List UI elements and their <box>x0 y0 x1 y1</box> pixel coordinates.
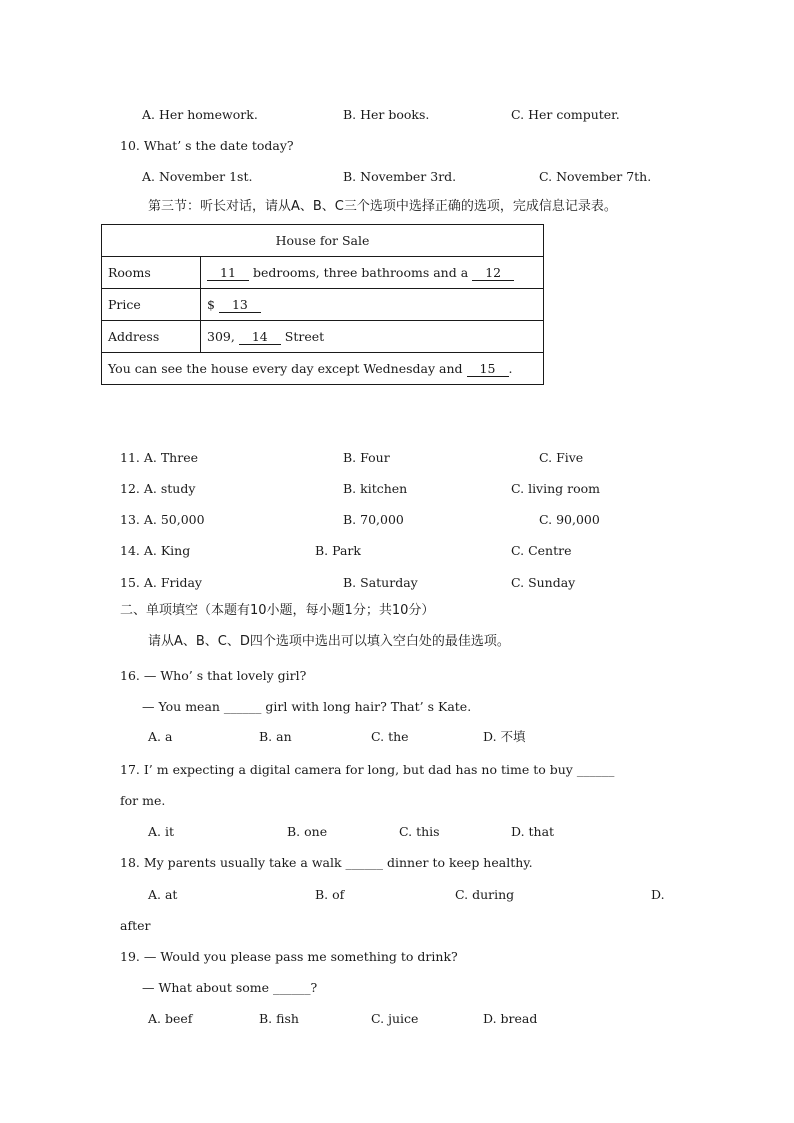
q18-option-a: A. at <box>148 887 178 902</box>
table-row-price <box>102 289 544 321</box>
rooms-value <box>201 257 544 289</box>
q9-option-a: A. Her homework. <box>142 107 258 122</box>
q19-option-d: D. bread <box>483 1011 538 1026</box>
blank-13: 13 <box>219 298 261 313</box>
q16-option-b: B. an <box>259 729 292 744</box>
q16-line1: 16. — Who’ s that lovely girl? <box>120 668 307 683</box>
q16-line2: — You mean ______ girl with long hair? That’ s Kate. <box>142 699 472 714</box>
address-suffix: Street <box>280 328 325 344</box>
q18-option-d: D. <box>651 887 665 902</box>
q12-option-c: C. living room <box>511 481 601 496</box>
q9-option-c: C. Her computer. <box>511 107 620 122</box>
q15-option-c: C. Sunday <box>511 575 576 590</box>
q11-option-c: C. Five <box>539 450 584 465</box>
q15-option-a: 15. A. Friday <box>120 575 202 590</box>
q10-stem: 10. What’ s the date today? <box>120 138 294 153</box>
q14-option-a: 14. A. King <box>120 543 191 558</box>
visit-end: . <box>508 360 513 376</box>
address-label: Address <box>102 321 201 353</box>
section3-instruction: 第三节：听长对话，请从A、B、C三个选项中选择正确的选项，完成信息记录表。 <box>148 199 617 214</box>
q17-option-a: A. it <box>148 824 174 839</box>
rooms-label: Rooms <box>102 257 201 289</box>
q19-line1: 19. — Would you please pass me something to drink? <box>120 949 458 964</box>
part2-heading: 二、单项填空（本题有10小题，每小题1分；共10分） <box>120 603 435 618</box>
q17-line1: 17. I’ m expecting a digital camera for long, but dad has no time to buy ______ <box>120 762 615 777</box>
q16-option-c: C. the <box>371 729 409 744</box>
q18-option-d-wrap: after <box>120 918 151 933</box>
q17-option-c: C. this <box>399 824 440 839</box>
blank-14: 14 <box>239 330 281 345</box>
q11-option-b: B. Four <box>343 450 390 465</box>
q19-option-b: B. fish <box>259 1011 299 1026</box>
q19-line2: — What about some ______? <box>142 980 318 995</box>
q11-option-a: 11. A. Three <box>120 450 198 465</box>
blank-15: 15 <box>467 362 509 377</box>
q12-option-b: B. kitchen <box>343 481 408 496</box>
table-row-address <box>102 321 544 353</box>
q16-option-a: A. a <box>148 729 173 744</box>
q15-option-b: B. Saturday <box>343 575 418 590</box>
q10-option-b: B. November 3rd. <box>343 169 457 184</box>
house-for-sale-table <box>101 224 544 385</box>
q12-option-a: 12. A. study <box>120 481 196 496</box>
rooms-text: bedrooms, three bathrooms and a <box>249 264 473 280</box>
address-prefix: 309, <box>207 328 239 344</box>
q9-option-b: B. Her books. <box>343 107 430 122</box>
table-row-rooms <box>102 257 544 289</box>
q18-line1: 18. My parents usually take a walk ______ dinner to keep healthy. <box>120 855 533 870</box>
price-label: Price <box>102 289 201 321</box>
q13-option-c: C. 90,000 <box>539 512 600 527</box>
q10-option-a: A. November 1st. <box>142 169 253 184</box>
price-value <box>201 289 544 321</box>
part2-instruction: 请从A、B、C、D四个选项中选出可以填入空白处的最佳选项。 <box>148 634 510 649</box>
q13-option-a: 13. A. 50,000 <box>120 512 205 527</box>
table-row-visit <box>102 353 544 385</box>
q17-line2: for me. <box>120 793 166 808</box>
q19-option-a: A. beef <box>148 1011 193 1026</box>
q13-option-b: B. 70,000 <box>343 512 404 527</box>
address-value <box>201 321 544 353</box>
blank-11: 11 <box>207 266 249 281</box>
q14-option-c: C. Centre <box>511 543 572 558</box>
blank-12: 12 <box>472 266 514 281</box>
visit-text <box>102 353 544 385</box>
q16-option-d: D. 不填 <box>483 729 526 744</box>
q14-option-b: B. Park <box>315 543 361 558</box>
price-prefix: $ <box>207 296 219 312</box>
visit-sentence: You can see the house every day except Wednesday and <box>108 360 467 376</box>
table-title: House for Sale <box>102 225 544 257</box>
q18-option-b: B. of <box>315 887 345 902</box>
q17-option-d: D. that <box>511 824 555 839</box>
q18-option-c: C. during <box>455 887 515 902</box>
q17-option-b: B. one <box>287 824 328 839</box>
q19-option-c: C. juice <box>371 1011 419 1026</box>
q10-option-c: C. November 7th. <box>539 169 652 184</box>
